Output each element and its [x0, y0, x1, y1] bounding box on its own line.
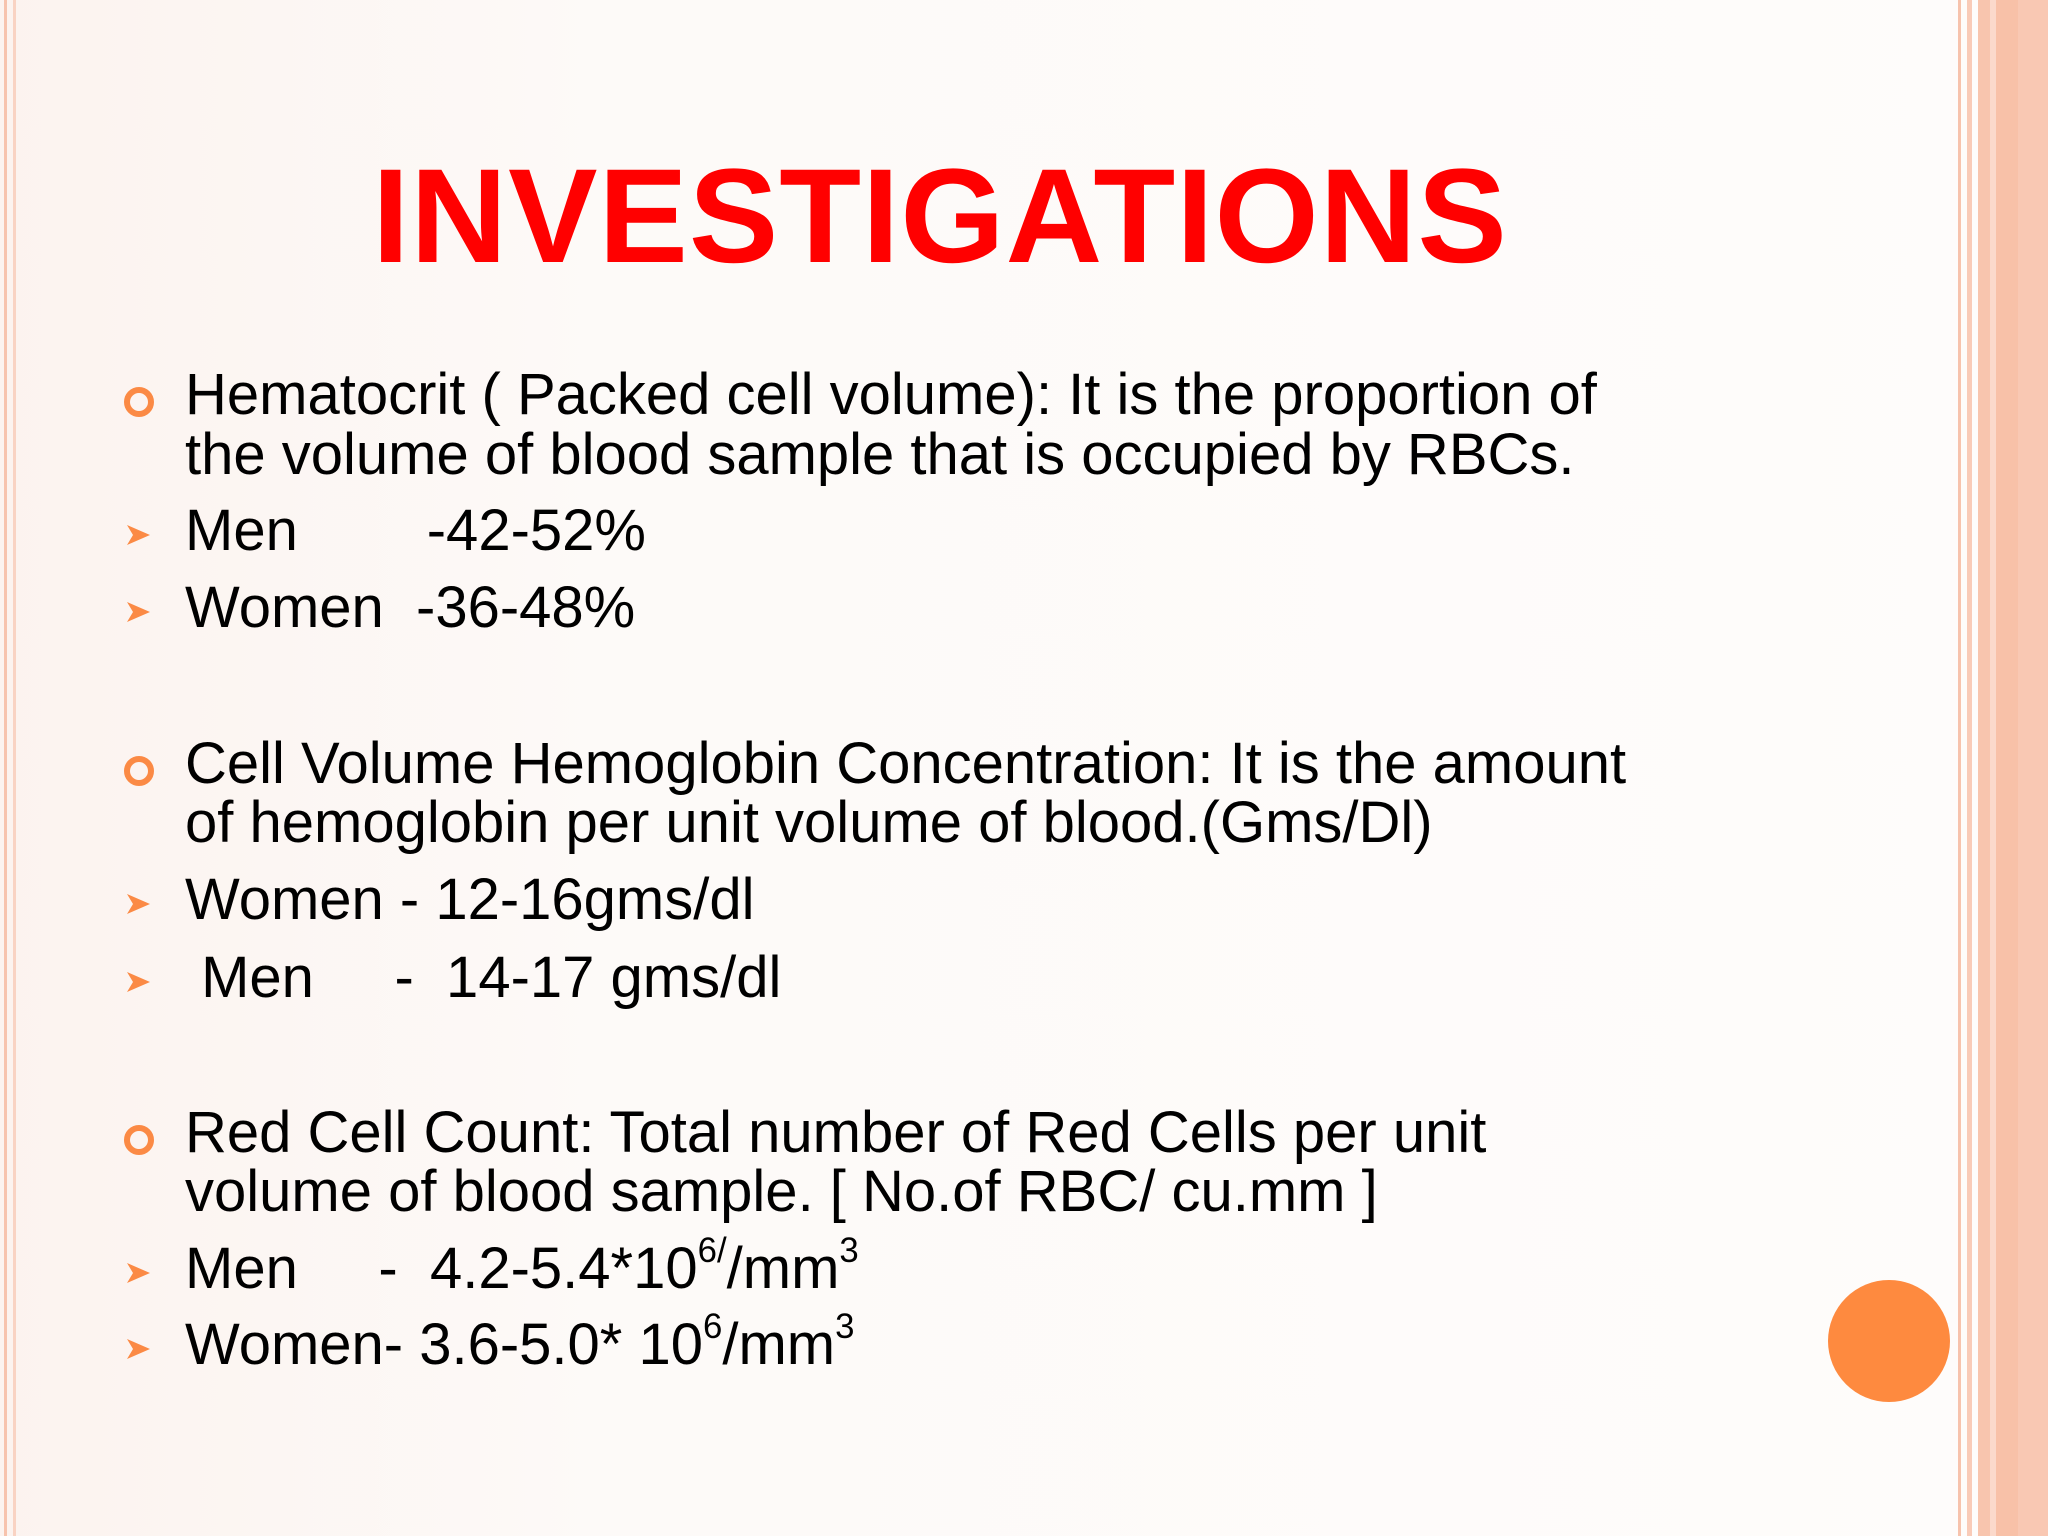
unit-exponent: 3 — [839, 1230, 859, 1270]
exponent: 6 — [702, 1306, 723, 1346]
section-2-item-men: Men - 14-17 gms/dl — [185, 945, 782, 1010]
unit-text: /mm — [722, 1312, 836, 1377]
circle-bullet-icon — [124, 756, 154, 786]
section-2-heading-line-1: Cell Volume Hemoglobin Concentration: It is the amount — [185, 731, 1627, 796]
value-text: Men - 4.2-5.4*10 — [185, 1236, 698, 1301]
section-3-item-men — [185, 1230, 859, 1301]
decorative-orange-circle — [1828, 1280, 1950, 1402]
arrow-bullet-icon — [124, 967, 154, 997]
arrow-bullet-icon — [124, 1258, 154, 1288]
section-3-heading-line-1: Red Cell Count: Total number of Red Cells per unit — [185, 1100, 1487, 1165]
arrow-bullet-icon — [124, 889, 154, 919]
unit-exponent: 3 — [835, 1306, 855, 1346]
circle-bullet-icon — [124, 1125, 154, 1155]
arrow-bullet-icon — [124, 520, 154, 550]
section-3-heading-line-2: volume of blood sample. [ No.of RBC/ cu.mm ] — [185, 1159, 1378, 1224]
circle-bullet-icon — [124, 387, 154, 417]
unit-text: /mm — [726, 1236, 840, 1301]
section-3-item-women — [185, 1306, 855, 1377]
section-2-heading-line-2: of hemoglobin per unit volume of blood.(Gms/Dl) — [185, 790, 1433, 855]
value-text: Women- 3.6-5.0* 10 — [185, 1312, 703, 1377]
arrow-bullet-icon — [124, 597, 154, 627]
arrow-bullet-icon — [124, 1334, 154, 1364]
section-1-heading-line-1: Hematocrit ( Packed cell volume): It is the proportion of — [185, 362, 1597, 427]
slide-title: INVESTIGATIONS — [372, 142, 1508, 291]
section-2-item-women: Women - 12-16gms/dl — [185, 867, 755, 932]
section-1-item-women: Women -36-48% — [185, 575, 636, 640]
section-1-heading-line-2: the volume of blood sample that is occupied by RBCs. — [185, 422, 1575, 487]
exponent: 6/ — [697, 1230, 727, 1270]
right-border-stripes — [1958, 0, 2048, 1536]
section-1-item-men: Men -42-52% — [185, 498, 646, 563]
